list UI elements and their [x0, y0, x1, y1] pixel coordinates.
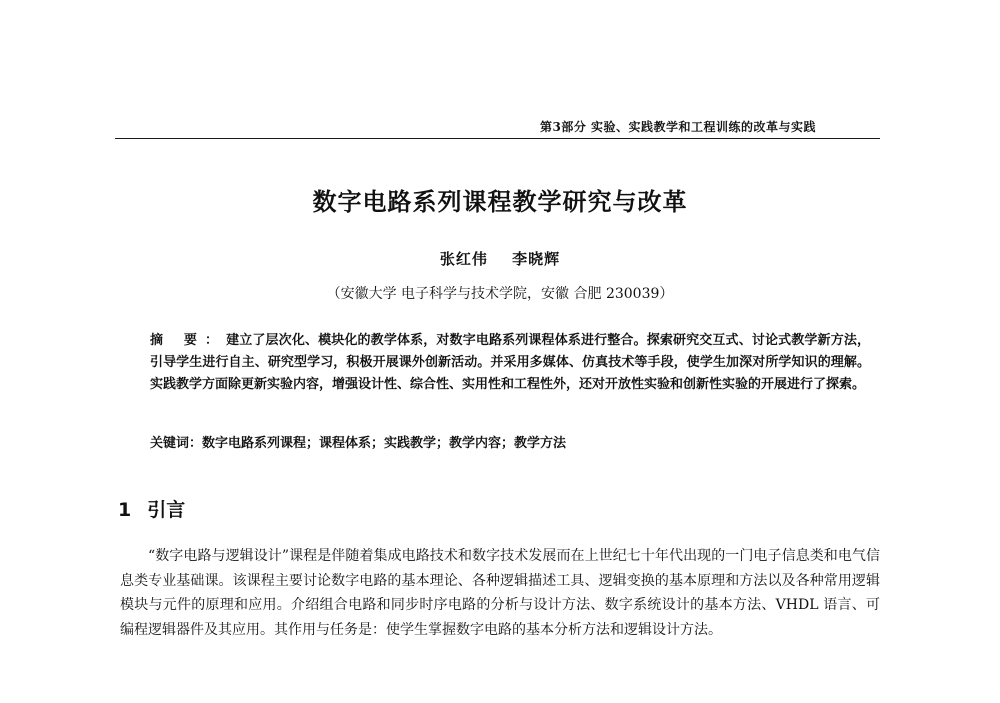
paper-authors: 张红伟 李晓辉 — [439, 250, 561, 268]
abstract — [150, 330, 870, 396]
section-heading — [118, 495, 185, 522]
paper-affiliation: （安徽大学 电子科学与技术学院，安徽 合肥 230039） — [326, 286, 674, 302]
abstract-label: 摘 要： — [150, 333, 227, 348]
section-title: 引言 — [147, 499, 186, 521]
section-number: 1 — [118, 499, 132, 521]
running-head: 第3部分 实验、实践教学和工程训练的改革与实践 — [540, 120, 817, 134]
keywords-label: 关键词： — [150, 436, 203, 451]
paper-title: 数字电路系列课程教学研究与改革 — [312, 188, 688, 216]
header-rule — [115, 138, 880, 139]
keywords — [150, 433, 870, 455]
body-paragraph: “数字电路与逻辑设计”课程是伴随着集成电路技术和数字技术发展而在上世纪七十年代出现的一门电子信息类和电气信息类专业基础课。该课程主要讨论数字电路的基本理论、各种逻辑描述工具、逻辑变换的基本原理和方法以及各种常用逻辑模块与元件的原理和应用。介绍组合电路和同步时序电路的分析与设计方法、数字系统设计的基本方法、VHDL 语言、可编程逻辑器件及其应用。其作用与任务是：使学生掌握数字电路的基本分析方法和逻辑设计方法。 — [120, 548, 880, 638]
keywords-text: 数字电路系列课程；课程体系；实践教学；教学内容；教学方法 — [202, 436, 567, 451]
abstract-text: 建立了层次化、模块化的教学体系，对数字电路系列课程体系进行整合。探索研究交互式、讨论式教学新方法，引导学生进行自主、研究型学习，积极开展课外创新活动。并采用多媒体、仿真技术等手段，使学生加深对所学知识的理解。实践教学方面除更新实验内容，增强设计性、综合性、实用性和工程性外，还对开放性实验和创新性实验的开展进行了探索。 — [150, 333, 870, 392]
